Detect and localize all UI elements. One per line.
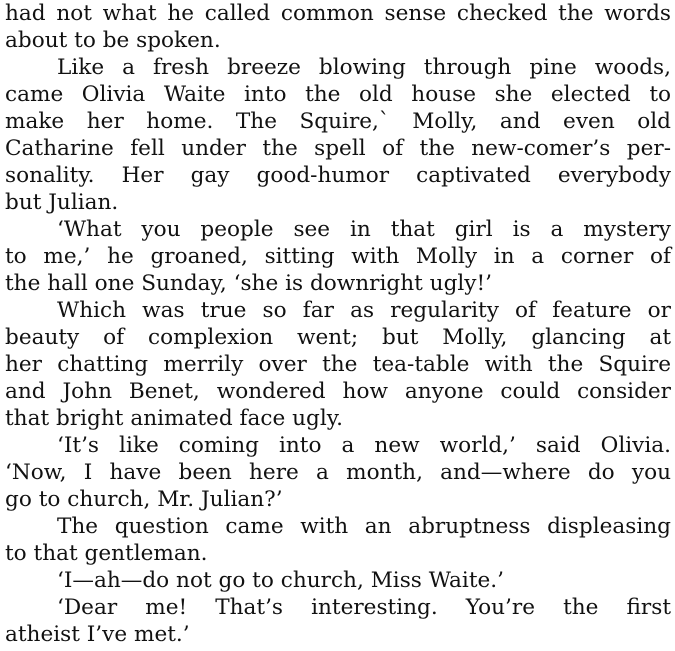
text-line: to that gentleman. [5,541,208,566]
text-line: Which was true so far as regularity of feature or [57,298,671,323]
text-line: atheist I’ve met.’ [5,622,190,647]
text-line: came Olivia Waite into the old house she elected to [5,82,671,107]
text-line: make her home. The Squire,` Molly, and even old [5,109,671,134]
text-line: but Julian. [5,190,119,215]
text-line: the hall one Sunday, ‘she is downright ugly!’ [5,271,493,296]
text-line: go to church, Mr. Julian?’ [5,487,283,512]
document-page [5,0,671,648]
text-line: about to be spoken. [5,28,221,53]
text-line: ‘What you people see in that girl is a mystery [57,217,671,242]
text-line: that bright animated face ugly. [5,406,343,431]
text-line: to me,’ he groaned, sitting with Molly in a corner of [5,244,671,269]
text-line: her chatting merrily over the tea-table with the Squire [5,352,671,377]
text-line: ‘It’s like coming into a new world,’ said Olivia. [57,433,671,458]
text-line: had not what he called common sense checked the words [5,1,671,26]
body-text [5,0,671,648]
text-line: Like a fresh breeze blowing through pine woods, [57,55,671,80]
text-line: sonality. Her gay good-humor captivated everybody [5,163,671,188]
text-line: ‘Now, I have been here a month, and—where do you [5,460,671,485]
text-line: Catharine fell under the spell of the new-comer’s per- [5,136,671,161]
text-line: and John Benet, wondered how anyone could consider [5,379,671,404]
text-line: beauty of complexion went; but Molly, glancing at [5,325,671,350]
text-line: ‘I—ah—do not go to church, Miss Waite.’ [57,568,505,593]
text-line: The question came with an abruptness displeasing [57,514,671,539]
text-line: ‘Dear me! That’s interesting. You’re the first [57,595,671,620]
